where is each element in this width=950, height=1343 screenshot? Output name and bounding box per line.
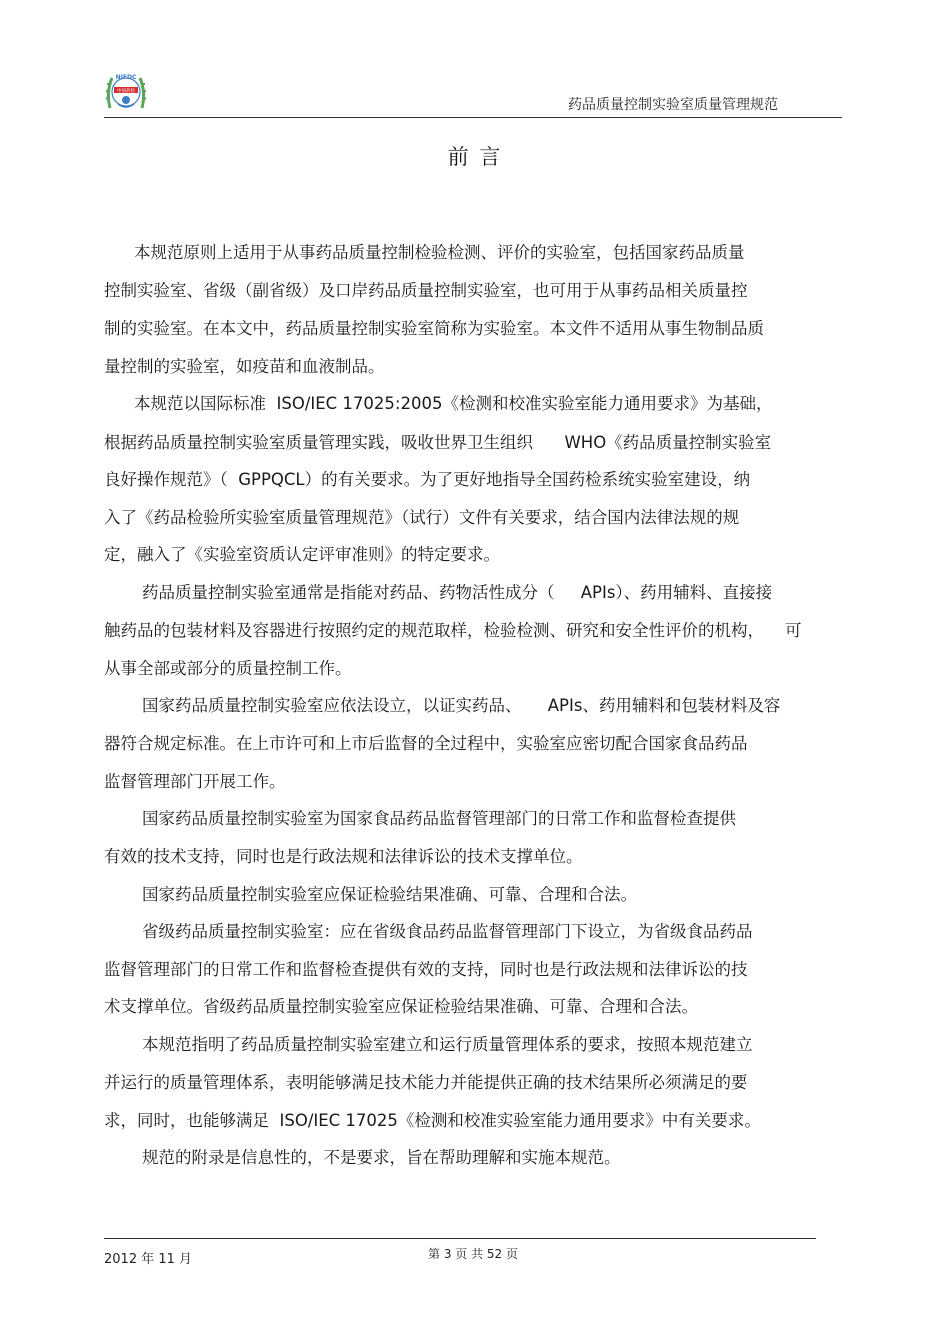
body-line: 器符合规定标准。在上市许可和上市后监督的全过程中，实验室应密切配合国家食品药品 — [104, 734, 748, 753]
body-line: 本规范原则上适用于从事药品质量控制检验检测、评价的实验室，包括国家药品质量 — [134, 243, 745, 262]
footer-page-number: 第 3 页 共 52 页 — [428, 1247, 518, 1261]
footer-date: 2012 年 11 月 — [104, 1252, 193, 1267]
logo-subtext: 中国药检 — [117, 89, 135, 94]
body-line: 省级药品质量控制实验室：应在省级食品药品监督管理部门下设立，为省级食品药品 — [142, 922, 753, 941]
body-line: 监督管理部门的日常工作和监督检查提供有效的支持，同时也是行政法规和法律诉讼的技 — [104, 960, 748, 979]
body-line: 从事全部或部分的质量控制工作。 — [104, 659, 352, 678]
body-line: 本规范指明了药品质量控制实验室建立和运行质量管理体系的要求，按照本规范建立 — [142, 1035, 753, 1054]
body-line: 定，融入了《实验室资质认定评审准则》的特定要求。 — [104, 545, 500, 564]
body-line: 药品质量控制实验室通常是指能对药品、药物活性成分（ APIs）、药用辅料、直接接 — [142, 583, 773, 602]
nifdc-logo — [104, 68, 148, 114]
body-line: 有效的技术支持，同时也是行政法规和法律诉讼的技术支撑单位。 — [104, 847, 583, 866]
footer-divider — [104, 1238, 816, 1239]
body-line: 术支撑单位。省级药品质量控制实验室应保证检验结果准确、可靠、合理和合法。 — [104, 997, 698, 1016]
body-line: 求，同时，也能够满足 ISO/IEC 17025《检测和校准实验室能力通用要求》中有关要求。 — [104, 1111, 761, 1130]
body-line: 触药品的包装材料及容器进行按照约定的规范取样，检验检测、研究和安全性评价的机构， 可 — [104, 621, 802, 640]
page-title: 前 言 — [447, 145, 503, 169]
body-line: 入了《药品检验所实验室质量管理规范》（试行）文件有关要求，结合国内法律法规的规 — [104, 508, 740, 527]
body-line: 国家药品质量控制实验室为国家食品药品监督管理部门的日常工作和监督检查提供 — [142, 809, 736, 828]
body-line: 规范的附录是信息性的，不是要求，旨在帮助理解和实施本规范。 — [142, 1148, 621, 1167]
body-line: 根据药品质量控制实验室质量管理实践，吸收世界卫生组织 WHO《药品质量控制实验室 — [104, 433, 772, 452]
body-line: 监督管理部门开展工作。 — [104, 772, 286, 791]
logo-text: NIFDC — [115, 74, 137, 81]
header-title: 药品质量控制实验室质量管理规范 — [568, 97, 778, 113]
body-line: 制的实验室。在本文中，药品质量控制实验室简称为实验室。本文件不适用从事生物制品质 — [104, 319, 764, 338]
body-line: 本规范以国际标准 ISO/IEC 17025:2005《检测和校准实验室能力通用要求》为基础， — [134, 394, 773, 413]
body-line: 国家药品质量控制实验室应依法设立，以证实药品、 APIs、药用辅料和包装材料及容 — [142, 696, 781, 715]
body-line: 并运行的质量管理体系，表明能够满足技术能力并能提供正确的技术结果所必须满足的要 — [104, 1073, 748, 1092]
body-line: 控制实验室、省级（副省级）及口岸药品质量控制实验室，也可用于从事药品相关质量控 — [104, 281, 748, 300]
header-divider — [104, 117, 842, 118]
body-line: 量控制的实验室，如疫苗和血液制品。 — [104, 357, 385, 376]
body-line: 良好操作规范》（ GPPQCL）的有关要求。为了更好地指导全国药检系统实验室建设，纳 — [104, 470, 751, 489]
body-line: 国家药品质量控制实验室应保证检验结果准确、可靠、合理和合法。 — [142, 885, 637, 904]
